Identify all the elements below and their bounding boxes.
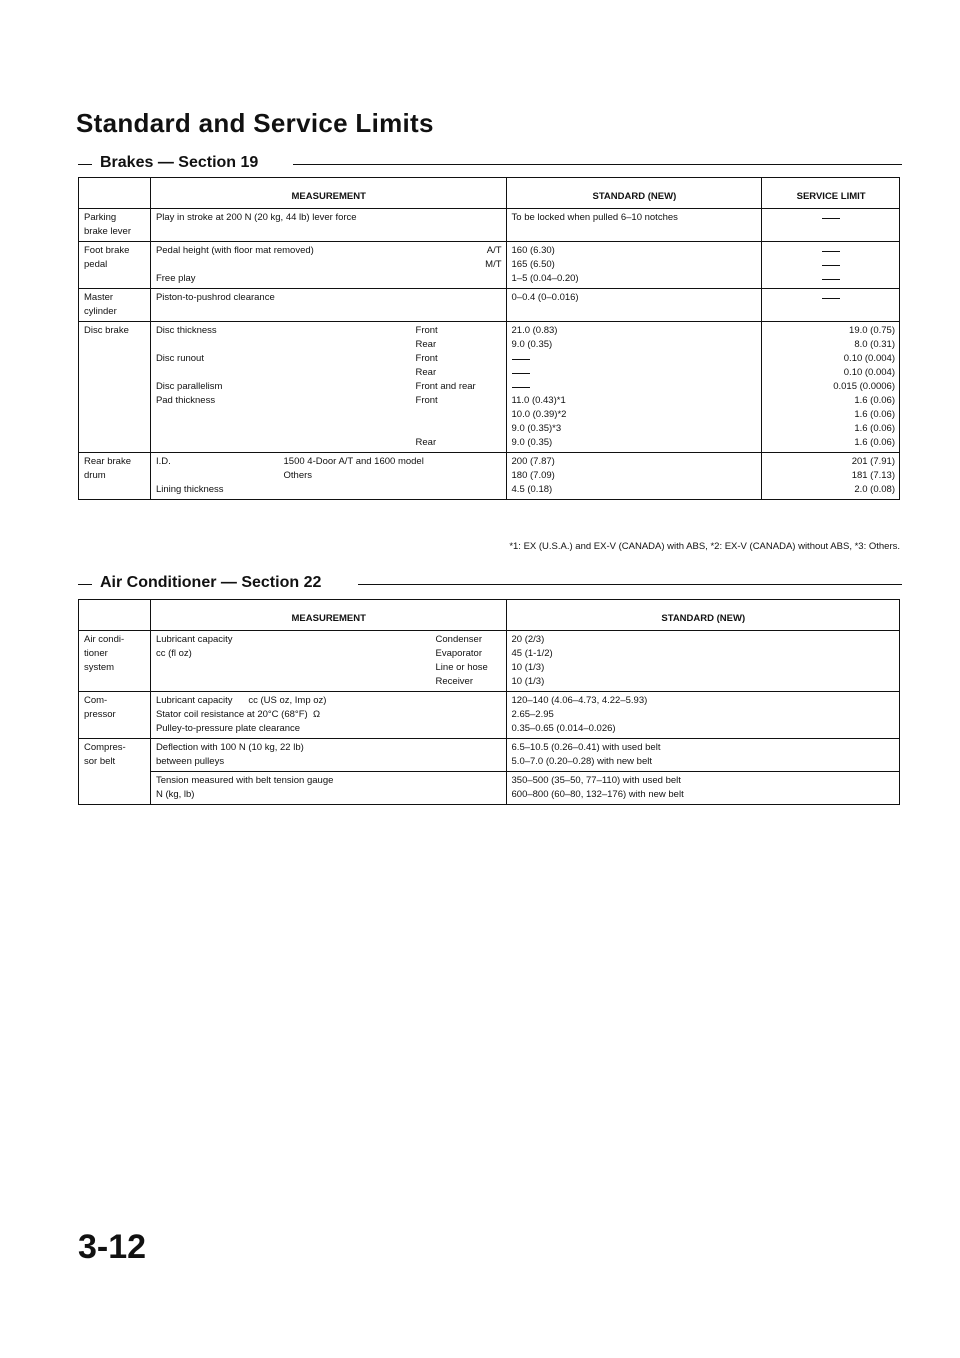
standard-header: STANDARD (NEW)	[506, 600, 899, 631]
row-label: Air condi- tioner system	[79, 631, 151, 692]
standard-cell: 21.0 (0.83) 9.0 (0.35) 11.0 (0.43)*1 10.0 (0.39)*2 9.0 (0.35)*3 9.0 (0.35)	[506, 322, 762, 453]
row-label: Compres- sor belt	[79, 739, 151, 805]
measurement-cell: Pedal height (with floor mat removed) A/T M/T Free play	[150, 242, 506, 289]
measurement-cell: Tension measured with belt tension gauge N (kg, lb)	[150, 772, 506, 805]
measurement-cell: Deflection with 100 N (10 kg, 22 lb) between pulleys	[150, 739, 506, 772]
label-header	[79, 600, 151, 631]
table-row-rear-brake-drum	[79, 453, 900, 500]
ac-section-heading	[78, 574, 902, 596]
ac-table	[78, 599, 900, 805]
page-number: 3-12	[78, 1228, 147, 1266]
row-label: Disc brake	[79, 322, 151, 453]
brakes-footnote: *1: EX (U.S.A.) and EX-V (CANADA) with ABS, *2: EX-V (CANADA) without ABS, *3: Others.	[509, 541, 900, 552]
table-row-compressor	[79, 692, 900, 739]
row-label: Foot brake pedal	[79, 242, 151, 289]
standard-cell: To be locked when pulled 6–10 notches	[506, 209, 762, 242]
header-row	[79, 178, 900, 209]
heading-rule	[358, 584, 902, 585]
measurement-cell: Lubricant capacity cc (US oz, Imp oz) Stator coil resistance at 20°C (68°F) Ω Pulley-to-pressure plate clearance	[150, 692, 506, 739]
measurement-cell: Disc thickness Front Rear Disc runout Front Rear Disc parallelism Front and rear Pad thickness Front Rear	[150, 322, 506, 453]
service-limit-header: SERVICE LIMIT	[762, 178, 900, 209]
row-label: Parking brake lever	[79, 209, 151, 242]
measurement-header: MEASUREMENT	[150, 600, 506, 631]
heading-lead-rule	[78, 164, 92, 165]
standard-cell: 200 (7.87) 180 (7.09) 4.5 (0.18)	[506, 453, 762, 500]
standard-cell: 6.5–10.5 (0.26–0.41) with used belt 5.0–7.0 (0.20–0.28) with new belt	[506, 739, 899, 772]
heading-lead-rule	[78, 584, 92, 585]
dash-mark	[767, 211, 895, 225]
brakes-table	[78, 177, 900, 500]
heading-rule	[293, 164, 902, 165]
table-row-disc-brake	[79, 322, 900, 453]
limit-cell	[762, 209, 900, 242]
label-header	[79, 178, 151, 209]
page-title: Standard and Service Limits	[76, 108, 434, 138]
row-label: Com- pressor	[79, 692, 151, 739]
standard-cell: 160 (6.30) 165 (6.50) 1–5 (0.04–0.20)	[506, 242, 762, 289]
limit-cell: 201 (7.91) 181 (7.13) 2.0 (0.08)	[762, 453, 900, 500]
limit-cell	[762, 289, 900, 322]
measurement-cell: Lubricant capacity Condenser cc (fl oz) Evaporator Line or hose Receiver	[150, 631, 506, 692]
standard-cell: 120–140 (4.06–4.73, 4.22–5.93) 2.65–2.95 0.35–0.65 (0.014–0.026)	[506, 692, 899, 739]
header-row	[79, 600, 900, 631]
measurement-cell: Piston-to-pushrod clearance	[150, 289, 506, 322]
measurement-cell: I.D. 1500 4-Door A/T and 1600 model Others Lining thickness	[150, 453, 506, 500]
standard-header: STANDARD (NEW)	[506, 178, 762, 209]
table-row-ac-system	[79, 631, 900, 692]
measurement-cell: Play in stroke at 200 N (20 kg, 44 lb) lever force	[150, 209, 506, 242]
standard-cell: 0–0.4 (0–0.016)	[506, 289, 762, 322]
brakes-section-heading	[78, 154, 902, 176]
table-row-compressor-belt-deflection	[79, 739, 900, 772]
table-row-foot-brake	[79, 242, 900, 289]
table-row-compressor-belt-tension	[79, 772, 900, 805]
standard-cell: 20 (2/3) 45 (1-1/2) 10 (1/3) 10 (1/3)	[506, 631, 899, 692]
ac-heading-title: Air Conditioner — Section 22	[100, 574, 331, 592]
table-row-parking-brake	[79, 209, 900, 242]
standard-cell: 350–500 (35–50, 77–110) with used belt 600–800 (60–80, 132–176) with new belt	[506, 772, 899, 805]
table-row-master-cylinder	[79, 289, 900, 322]
limit-cell: 19.0 (0.75) 8.0 (0.31) 0.10 (0.004) 0.10 (0.004) 0.015 (0.0006) 1.6 (0.06) 1.6 (0.06) 1.6 (0.06) 1.6 (0.06)	[762, 322, 900, 453]
brakes-heading-title: Brakes — Section 19	[100, 154, 268, 172]
limit-cell	[762, 242, 900, 289]
row-label: Master cylinder	[79, 289, 151, 322]
measurement-header: MEASUREMENT	[150, 178, 506, 209]
row-label: Rear brake drum	[79, 453, 151, 500]
